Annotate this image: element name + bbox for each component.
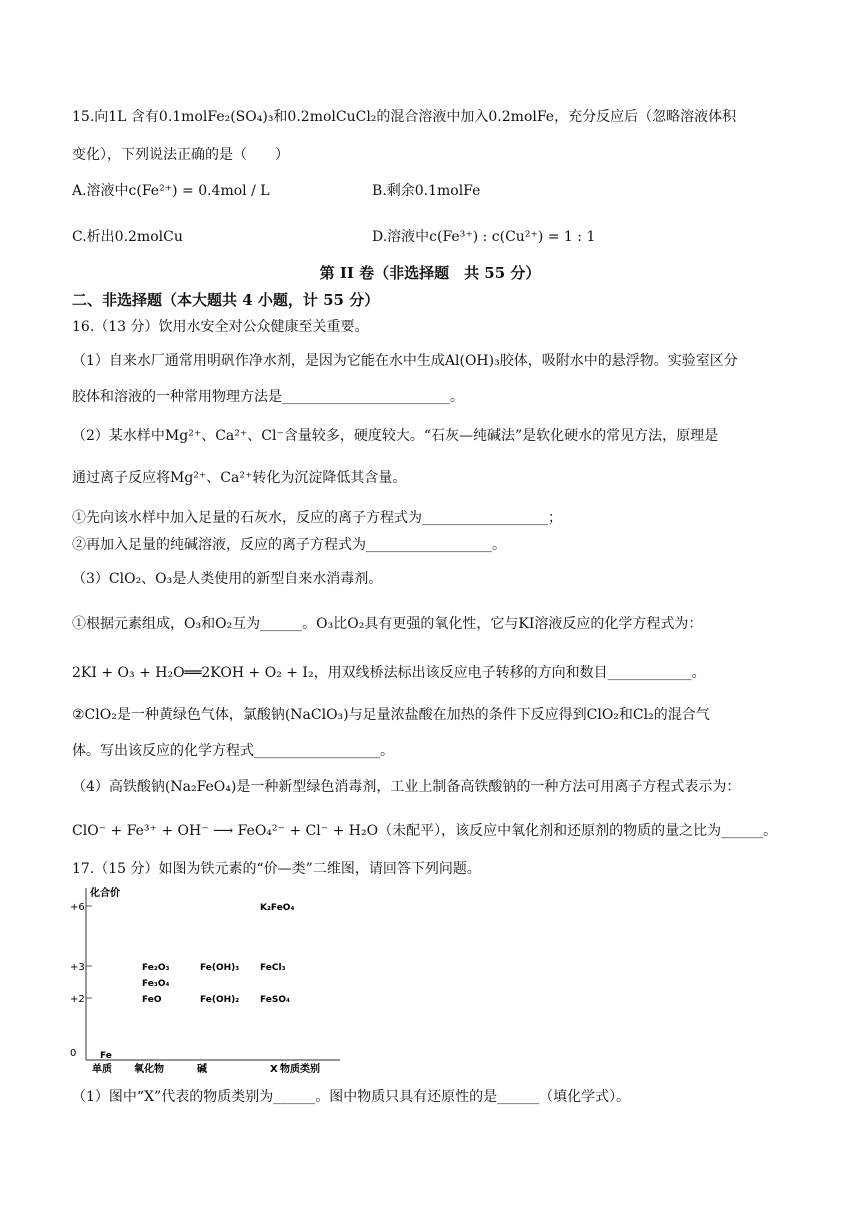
chart-point-label: Fe(OH)₂ [200,995,240,1005]
chart-point-label: Fe₃O₄ [142,979,170,989]
x-category-label: 碱 [197,1064,207,1075]
chart-point-label: FeCl₃ [260,963,286,973]
x-category-label: 氧化物 [134,1064,164,1075]
q15-option-d: D.溶液中c(Fe³⁺) : c(Cu²⁺) = 1 : 1 [372,229,596,245]
chart-point-label: Fe [100,1051,112,1061]
q16-part3-line4: 体。写出该反应的化学方程式__________________。 [72,743,394,759]
q15-stem-line2: 变化），下列说法正确的是（ ） [72,147,289,163]
q16-part2-line2: 通过离子反应将Mg²⁺、Ca²⁺转化为沉淀降低其含量。 [72,470,407,486]
q15-option-c: C.析出0.2molCu [72,229,183,245]
q16-part3-line3: ②ClO₂是一种黄绿色气体，氯酸钠(NaClO₃)与足量浓盐酸在加热的条件下反应得到ClO₂和Cl₂的混合气 [72,707,710,723]
q16-part4-line2: ClO⁻ + Fe³⁺ + OH⁻ ⟶ FeO₄²⁻ + Cl⁻ + H₂O（未配平），该反应中氧化剂和还原剂的物质的量之比为______。 [72,823,778,839]
chart-point-label: Fe₂O₃ [142,963,170,973]
x-category-label: 单质 [92,1064,112,1075]
chart-point-label: FeO [142,995,162,1005]
section-title: 第 II 卷（非选择题 共 55 分） [319,264,541,282]
y-axis-label: 化合价 [90,888,120,899]
chart-point-label: FeSO₄ [260,995,290,1005]
q17-part1: （1）图中“X”代表的物质类别为______。图中物质只具有还原性的是______（填化学式）。 [72,1089,631,1105]
q15-option-b: B.剩余0.1molFe [372,183,481,199]
q16-part3-line2: ①根据元素组成，O₃和O₂互为______。O₃比O₂具有更强的氧化性，它与KI溶液反应的化学方程式为： [72,616,703,632]
q16-part3-line1: （3）ClO₂、O₃是人类使用的新型自来水消毒剂。 [72,571,383,587]
chart-point-label: K₂FeO₄ [260,903,295,913]
x-category-label: X [270,1064,278,1075]
iron-valence-class-chart [70,884,350,1079]
q16-part4-line1: （4）高铁酸钠(Na₂FeO₄)是一种新型绿色消毒剂，工业上制备高铁酸钠的一种方法可用离子方程式表示为： [72,779,741,795]
q17-intro: 17.（15 分）如图为铁元素的“价—类”二维图，请回答下列问题。 [72,861,481,877]
q15-option-a: A.溶液中c(Fe²⁺) = 0.4mol / L [72,183,270,199]
chart-point-label: Fe(OH)₃ [200,963,240,973]
y-tick-label: +3 [70,962,85,973]
y-tick-label: +2 [70,994,85,1005]
q15-stem-line1: 15.向1L 含有0.1molFe₂(SO₄)₃和0.2molCuCl₂的混合溶液中加入0.2molFe，充分反应后（忽略溶液体积 [72,109,737,125]
y-tick-label: +6 [70,902,85,913]
x-axis-label: 物质类别 [280,1064,320,1075]
section-heading: 二、非选择题（本大题共 4 小题，计 55 分） [72,291,380,309]
q16-part2-line1: （2）某水样中Mg²⁺、Ca²⁺、Cl⁻含量较多，硬度较大。“石灰—纯碱法”是软化硬水的常见方法，原理是 [72,428,719,444]
q16-part3-equation: 2KI + O₃ + H₂O══2KOH + O₂ + I₂，用双线桥法标出该反应电子转移的方向和数目____________。 [72,665,706,681]
y-tick-label: 0 [70,1048,77,1059]
q16-part2-sub2: ②再加入足量的纯碱溶液，反应的离子方程式为__________________。 [72,537,506,553]
q16-part1-line1: （1）自来水厂通常用明矾作净水剂，是因为它能在水中生成Al(OH)₃胶体，吸附水中的悬浮物。实验室区分 [72,353,738,369]
q16-intro: 16.（13 分）饮用水安全对公众健康至关重要。 [72,319,369,335]
q16-part1-line2: 胶体和溶液的一种常用物理方法是________________________。 [72,389,464,405]
q16-part2-sub1: ①先向该水样中加入足量的石灰水，反应的离子方程式为__________________； [72,510,562,526]
